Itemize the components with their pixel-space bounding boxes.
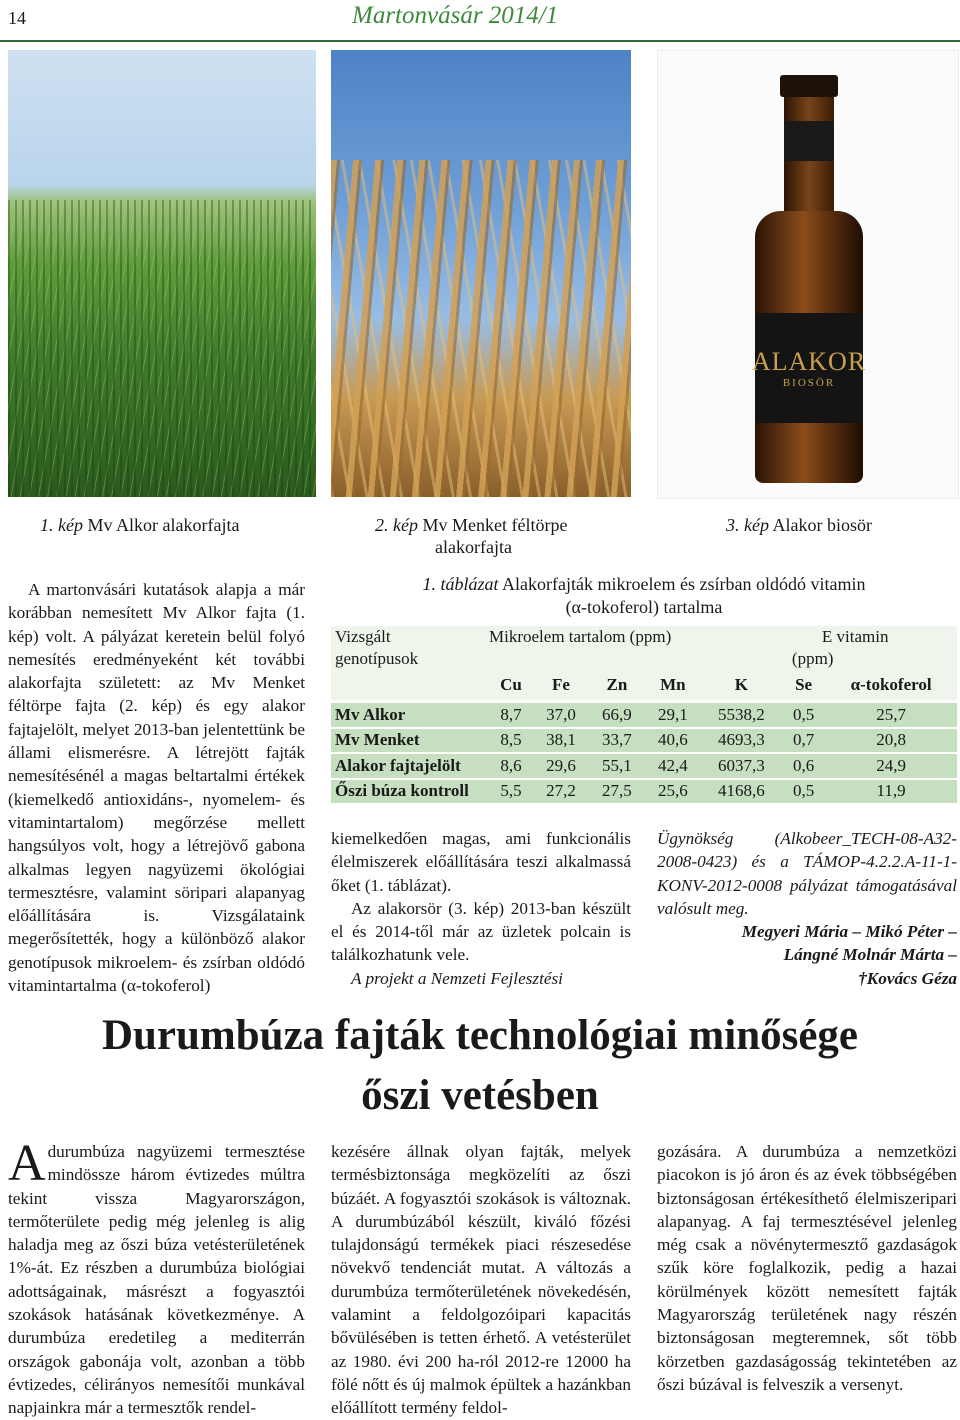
article2-headline xyxy=(0,1006,960,1126)
row-name: Alakor fajtajelölt xyxy=(331,753,489,779)
table-title-num: 1. táblázat xyxy=(422,574,499,594)
table-row xyxy=(331,753,957,779)
cell: 8,7 xyxy=(489,702,533,728)
article2-col3-text: gozására. A durumbúza a nemzetközi piacokon is jó áron és az évek többségében biztonságosan értékesíthető élelmiszeripari alapanyag. A faj termesztésével jelenleg még csak a növénytermesztő gazdaságok szűk köre foglalkozik, pedig a hazai körülmények között nemesített fajták Magyarország területének nagy részén biztonságosan megteremnek, sőt több körzetben gazdaságosság tekintetében az őszi búzával is felveszik a versenyt. xyxy=(657,1142,957,1394)
header-rule xyxy=(0,40,960,42)
cell: 4693,3 xyxy=(701,728,782,754)
header-genotypes-2: genotípusok xyxy=(335,649,419,668)
photo2-caption-text-2: alakorfajta xyxy=(435,537,512,557)
cell: 5,5 xyxy=(489,779,533,805)
article2-column3 xyxy=(657,1140,957,1396)
cell: 8,5 xyxy=(489,728,533,754)
authors-line-2: Lángné Molnár Márta – xyxy=(783,945,957,965)
article2-column2 xyxy=(331,1140,631,1420)
cell: 11,9 xyxy=(825,779,957,805)
cell: 5538,2 xyxy=(701,702,782,728)
table-title xyxy=(331,573,957,619)
headline-line-2: őszi vetésben xyxy=(361,1072,599,1119)
cell: 27,5 xyxy=(589,779,645,805)
cell: 0,7 xyxy=(782,728,825,754)
photo1-caption-text: Mv Alkor alakorfajta xyxy=(82,515,240,535)
article1-col1-text: A martonvásári kutatások alapja a már korábban nemesített Mv Alkor fajta (1. kép) volt. A pályázat keretein belül folyó nemesítés eredményeként két további alakorfajta született: az Mv Menket féltörpe fajta (2. kép) és egy alakor fajtajelölt, melyet 2013-ban jelentettünk be állami elismerésre. A létrejött fajták nemesítésénél a magas beltartalmi értékek (kiemelkedő antioxidáns-, nyomelem- és vitamintartalom) megőrzése mellett hangsúlyos volt, hogy a létrejövő gabona alkalmas legyen nagyüzemi ökológiai termesztésre, valamint söripari alapanyag előállítására is. Vizsgálataink megerősítették, hogy a különböző alakor genotípusok mikroelem- és zsírban oldódó vitamintartalma (α-tokoferol) xyxy=(8,580,305,996)
cell: 6037,3 xyxy=(701,753,782,779)
photo3-caption xyxy=(726,514,872,536)
col-header: α-tokoferol xyxy=(825,670,957,702)
cell: 0,6 xyxy=(782,753,825,779)
table-header-row-2 xyxy=(331,670,957,702)
cell: 20,8 xyxy=(825,728,957,754)
col-header: Se xyxy=(782,670,825,702)
dropcap: A xyxy=(8,1135,46,1192)
col-header: Mn xyxy=(645,670,701,702)
col-header: Zn xyxy=(589,670,645,702)
header-microelement: Mikroelem tartalom (ppm) xyxy=(489,626,782,670)
article1-column3 xyxy=(657,827,957,990)
cell: 33,7 xyxy=(589,728,645,754)
authors-line-3: †Kovács Géza xyxy=(858,968,957,988)
cell: 55,1 xyxy=(589,753,645,779)
table-header-row-1 xyxy=(331,626,957,670)
table-row xyxy=(331,728,957,754)
micronutrient-table xyxy=(331,626,957,805)
header-vitamin-1: E vitamin xyxy=(821,627,889,646)
cell: 27,2 xyxy=(533,779,589,805)
cell: 4168,6 xyxy=(701,779,782,805)
cell: 25,7 xyxy=(825,702,957,728)
cell: 40,6 xyxy=(645,728,701,754)
header-genotypes-1: Vizsgált xyxy=(335,627,391,646)
photo2-caption-text-1: Mv Menket féltörpe xyxy=(417,515,568,535)
cell: 29,6 xyxy=(533,753,589,779)
cell: 24,9 xyxy=(825,753,957,779)
cell: 38,1 xyxy=(533,728,589,754)
photo-beer-bottle xyxy=(657,50,959,499)
article2-col2-text: kezésére állnak olyan fajták, melyek termésbiztonsága megközelíti az őszi búzáét. A fogyasztói szokások is változnak. A durumbúzából készült, kiváló főzési tulajdonságú termékek piaci részesedése növekvő tendenciát mutat. A változás a durumbúza termőterületének növekedésén, valamint a feldolgozóipari kapacitás bővülésében is tetten érhető. A vetésterület az 1980. évi 200 ha-ról 2012-re 12000 ha fölé nőtt és új malmok épültek a hazánkban előállított termény feldol- xyxy=(331,1142,631,1418)
photo3-caption-num: 3. kép xyxy=(726,515,769,535)
photo-golden-wheat-ears xyxy=(331,50,631,497)
col-header: Fe xyxy=(533,670,589,702)
cell: 25,6 xyxy=(645,779,701,805)
article1-col2-p1: kiemelkedően magas, ami funkcionális élelmiszerek előállítására teszi alkalmassá őket (1. táblázat). xyxy=(331,829,631,895)
cell: 42,4 xyxy=(645,753,701,779)
article1-column1 xyxy=(8,578,305,997)
bottle-cap xyxy=(780,75,838,97)
table-title-text-1: Alakorfajták mikroelem és zsírban oldódó vitamin xyxy=(498,574,866,594)
photo1-caption-num: 1. kép xyxy=(40,515,83,535)
cell: 0,5 xyxy=(782,702,825,728)
photo-green-wheat-field xyxy=(8,50,316,497)
cell: 8,6 xyxy=(489,753,533,779)
cell: 0,5 xyxy=(782,779,825,805)
photo1-caption xyxy=(40,514,239,536)
bottle-neck xyxy=(784,91,834,231)
row-name: Őszi búza kontroll xyxy=(331,779,489,805)
article1-col3-text: Ügynökség (Alkobeer_TECH-08-A32-2008-0423) és a TÁMOP-4.2.2.A-11-1-KONV-2012-0008 pályázat támogatásával valósult meg. xyxy=(657,829,957,918)
cell: 66,9 xyxy=(589,702,645,728)
table-title-text-2: (α-tokoferol) tartalma xyxy=(565,597,723,617)
article1-col2-p3: A projekt a Nemzeti Fejlesztési xyxy=(351,968,563,988)
col-header: K xyxy=(701,670,782,702)
photo3-caption-text: Alakor biosör xyxy=(768,515,872,535)
col-header: Cu xyxy=(489,670,533,702)
row-name: Mv Alkor xyxy=(331,702,489,728)
article1-column2 xyxy=(331,827,631,990)
table-row xyxy=(331,702,957,728)
journal-title: Martonvásár 2014/1 xyxy=(352,2,559,29)
photo2-caption-num: 2. kép xyxy=(375,515,418,535)
table-row xyxy=(331,779,957,805)
headline-line-1: Durumbúza fajták technológiai minősége xyxy=(101,1012,859,1059)
bottle-neck-label xyxy=(784,121,834,161)
article2-column1 xyxy=(8,1135,305,1420)
page-number: 14 xyxy=(8,8,26,28)
article1-col2-p2: Az alakorsör (3. kép) 2013-ban készült el és 2014-től már az üzletek polcain is találkozhatunk vele. xyxy=(331,898,631,965)
bottle-label xyxy=(751,313,867,423)
authors-line-1: Megyeri Mária – Mikó Péter – xyxy=(741,922,957,942)
bottle-brand-text: ALAKOR xyxy=(751,347,867,376)
header-vitamin-2: (ppm) xyxy=(791,649,834,668)
cell: 37,0 xyxy=(533,702,589,728)
article2-col1-text: durumbúza nagyüzemi termesztése mindössze három évtizedes múltra tekint vissza Magyarországon, termőterülete pedig még jelenleg is alig haladja meg az őszi búza vetésterületének 1%-át. Ez részben a durumbúza biológiai adottságainak, másrészt a fogyasztói szokások hatásának következménye. A durumbúza eredetileg a mediterrán országok gabonája volt, azonban a több évtizedes, célirányos nemesítői munkával napjainkra már a termesztők rendel- xyxy=(8,1142,305,1418)
cell: 29,1 xyxy=(645,702,701,728)
row-name: Mv Menket xyxy=(331,728,489,754)
bottle-sub-text: BIOSÖR xyxy=(782,377,836,389)
photo2-caption xyxy=(375,514,625,558)
